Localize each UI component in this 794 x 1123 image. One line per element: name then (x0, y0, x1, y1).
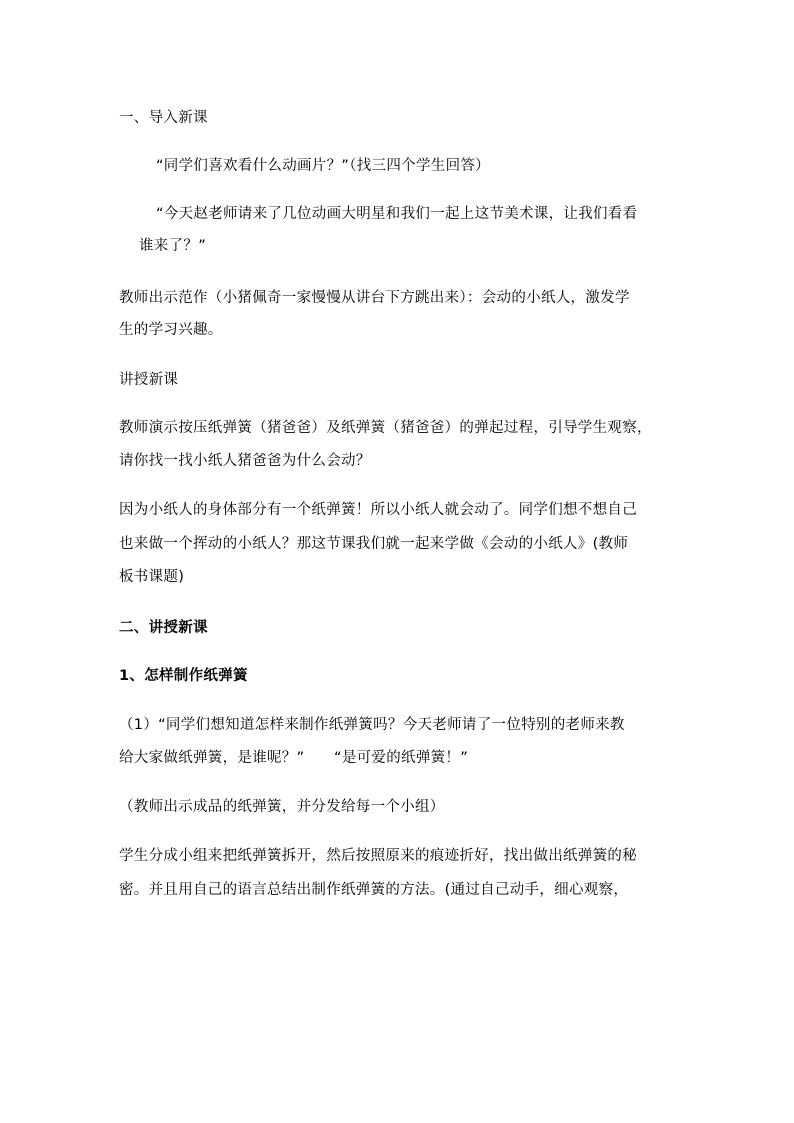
paragraph-explanation-line2: 也来做一个挥动的小纸人？那这节课我们就一起来学做《会动的小纸人》(教师 (119, 536, 629, 552)
paragraph-question: “同学们喜欢看什么动画片？”（找三四个学生回答） (156, 158, 490, 174)
paragraph-group-work-line2: 密。并且用自己的语言总结出制作纸弹簧的方法。(通过自己动手，细心观察， (119, 882, 629, 898)
paragraph-distribute: （教师出示成品的纸弹簧，并分发给每一个小组） (119, 799, 445, 815)
paragraph-demo-line1: 教师出示范作（小猪佩奇一家慢慢从讲台下方跳出来）：会动的小纸人，激发学 (119, 290, 630, 306)
subsection-heading-spring: 1、怎样制作纸弹簧 (119, 668, 248, 684)
paragraph-special-teacher-line2: 给大家做纸弹簧，是谁呢？” “是可爱的纸弹簧！” (119, 750, 469, 766)
paragraph-teacher-intro-line1: “今天赵老师请来了几位动画大明星和我们一起上这节美术课，让我们看看 (156, 206, 638, 222)
paragraph-explanation-line3: 板书课题) (119, 569, 185, 585)
paragraph-group-work-line1: 学生分成小组来把纸弹簧拆开，然后按照原来的痕迹折好，找出做出纸弹簧的秘 (119, 848, 637, 864)
paragraph-press-demo-line1: 教师演示按压纸弹簧（猪爸爸）及纸弹簧（猪爸爸）的弹起过程，引导学生观察， (119, 420, 652, 436)
paragraph-new-lesson: 讲授新课 (119, 372, 179, 388)
paragraph-demo-line2: 生的学习兴趣。 (119, 322, 223, 338)
paragraph-explanation-line1: 因为小纸人的身体部分有一个纸弹簧！所以小纸人就会动了。同学们想不想自己 (119, 502, 637, 518)
paragraph-press-demo-line2: 请你找一找小纸人猪爸爸为什么会动？ (119, 453, 371, 469)
section-heading-teaching: 二、讲授新课 (119, 620, 208, 636)
paragraph-special-teacher-line1: （1）“同学们想知道怎样来制作纸弹簧吗？今天老师请了一位特别的老师来教 (119, 717, 625, 733)
section-heading-intro: 一、导入新课 (119, 110, 208, 126)
paragraph-teacher-intro-line2: 谁来了？” (139, 238, 207, 254)
